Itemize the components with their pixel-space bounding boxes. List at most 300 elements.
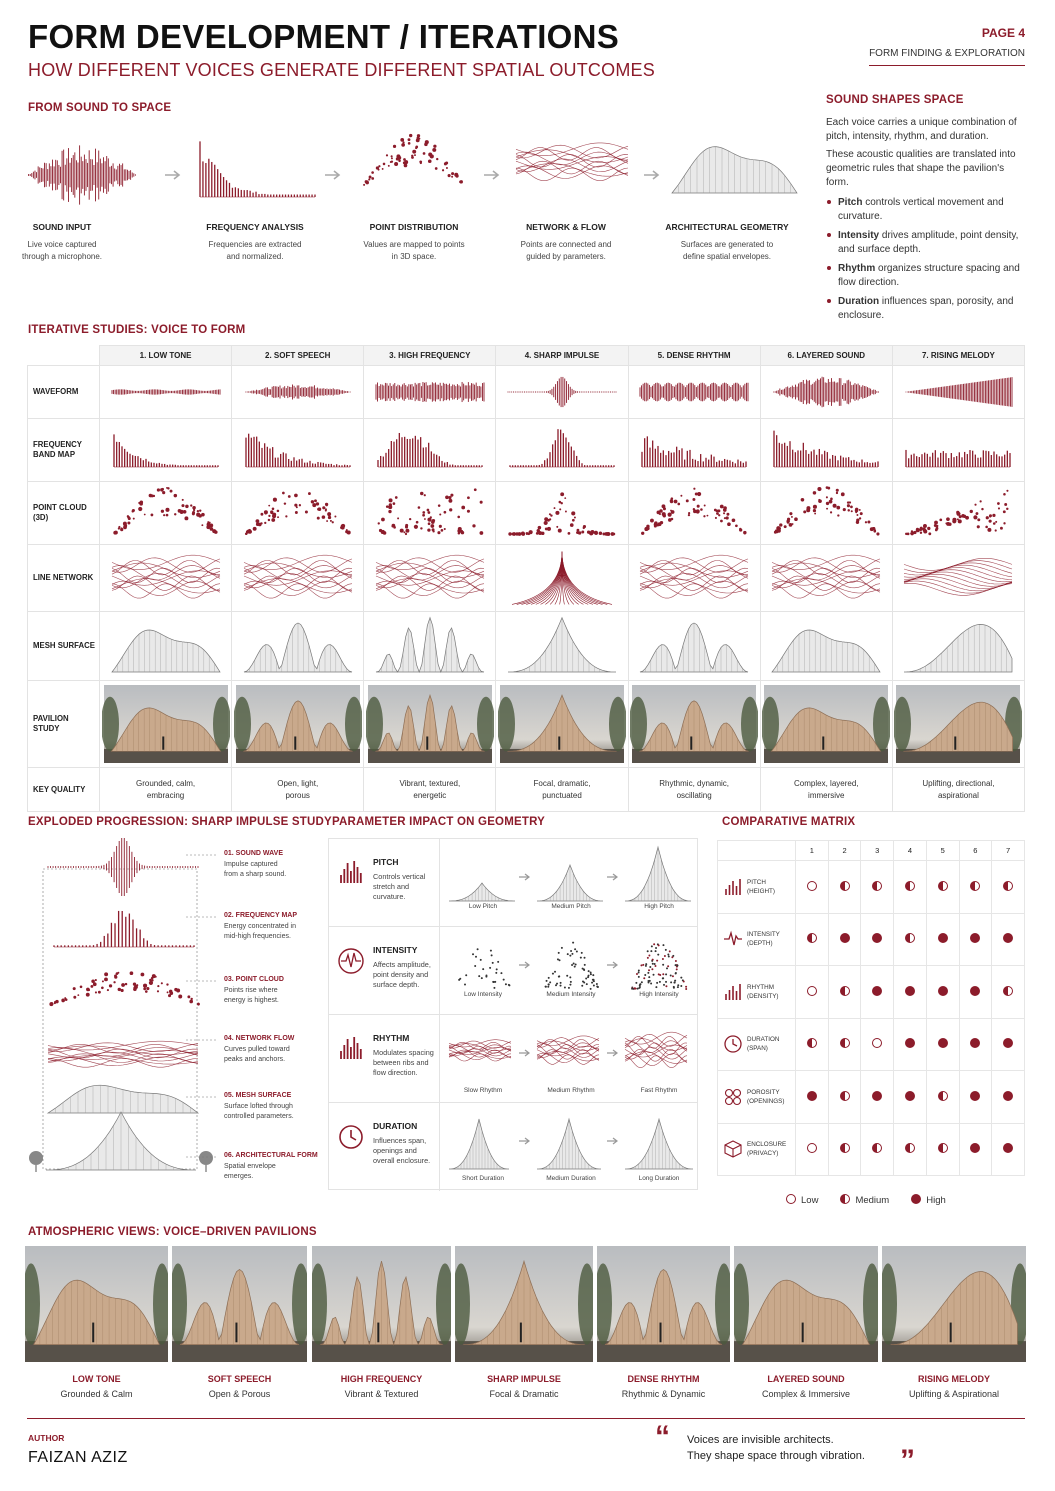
matrix-cell <box>796 1071 829 1124</box>
key-quality-line-1: Uplifting, directional, <box>922 778 995 788</box>
step-2 <box>185 222 325 263</box>
exploded-step <box>224 912 324 942</box>
parameter-title: PARAMETER IMPACT ON GEOMETRY <box>332 816 546 828</box>
exploded-form <box>46 1112 196 1170</box>
study-cell <box>100 545 232 612</box>
exploded-bars <box>54 911 194 947</box>
study-graphic <box>498 612 626 680</box>
parameter-graphic <box>441 927 697 1015</box>
parameter-graphic <box>441 839 697 927</box>
study-cell <box>496 366 628 419</box>
bullet-text: drives amplitude, point density, and surface depth. <box>838 230 1019 255</box>
study-graphic <box>762 419 890 481</box>
study-graphic <box>498 482 626 544</box>
matrix-cell <box>926 913 959 966</box>
study-cell <box>760 419 892 482</box>
study-cell <box>496 612 628 681</box>
matrix-cell <box>894 1123 927 1176</box>
footer-rule <box>27 1418 1025 1419</box>
shape-bullet <box>826 262 1026 290</box>
study-cell <box>628 612 760 681</box>
matrix-row-label <box>718 1018 796 1071</box>
study-cell <box>628 419 760 482</box>
exploded-wave <box>48 838 198 896</box>
level-high-icon <box>872 986 882 996</box>
quote-line-2: They shape space through vibration. <box>687 1450 865 1462</box>
study-cell <box>364 419 496 482</box>
matrix-cell <box>926 966 959 1019</box>
pavilion-image <box>455 1246 593 1362</box>
arrow-right-icon <box>607 1138 617 1144</box>
atmospheric-title: ATMOSPHERIC VIEWS: VOICE–DRIVEN PAVILIONS <box>28 1226 317 1238</box>
matrix-row-name: PITCH <box>747 878 766 886</box>
level-med-icon <box>840 986 850 996</box>
arrow-right-icon <box>165 171 179 179</box>
row-label <box>28 681 100 768</box>
matrix-legend <box>786 1194 968 1206</box>
sound-shapes-p2: These acoustic qualities are translated into geometric rules that shape the pavilion's form. <box>826 149 1016 188</box>
matrix-row-text <box>747 983 779 1001</box>
key-quality-line-2: aspirational <box>937 790 979 800</box>
parameter-desc-3: surface depth. <box>373 980 420 989</box>
matrix-cell <box>894 913 927 966</box>
study-cell <box>892 681 1024 768</box>
matrix-cell <box>828 966 861 1019</box>
matrix-cell <box>992 1123 1025 1176</box>
study-graphic <box>894 419 1022 481</box>
study-graphic <box>630 612 758 680</box>
parameter-desc-1: Affects amplitude, <box>373 960 431 969</box>
study-graphic <box>366 419 494 481</box>
network-flow-lines <box>516 143 628 181</box>
level-med-icon <box>1003 986 1013 996</box>
parameter-title: PITCH <box>373 857 399 867</box>
legend-item <box>911 1195 946 1206</box>
study-graphic <box>498 545 626 611</box>
level-high-icon <box>905 1091 915 1101</box>
atmospheric-sub: Uplifting & Aspirational <box>908 1389 1000 1399</box>
study-graphic <box>762 366 890 418</box>
comparative-matrix <box>717 840 1025 1176</box>
exploded-step <box>224 1092 324 1122</box>
step-title: SOUND INPUT <box>32 222 92 232</box>
bullet-dot-icon <box>827 200 831 204</box>
level-high-icon <box>905 1038 915 1048</box>
page-section: FORM FINDING & EXPLORATION <box>869 48 1025 66</box>
level-high-icon <box>938 1038 948 1048</box>
matrix-cell <box>861 966 894 1019</box>
parameter-divider <box>439 927 440 1015</box>
study-graphic <box>234 681 362 767</box>
pavilion-image <box>172 1246 307 1362</box>
study-graphic <box>366 612 494 680</box>
architectural-geometry-mesh <box>672 147 797 193</box>
step-desc-1: Values are mapped to points <box>363 240 465 249</box>
parameter-desc-2: point density and <box>373 970 429 979</box>
sound-shapes-title: SOUND SHAPES SPACE <box>826 94 964 106</box>
exploded-step-desc-1: Surface lofted through <box>224 1103 293 1110</box>
study-cell <box>100 681 232 768</box>
row-label-line-1: POINT CLOUD <box>33 503 87 512</box>
level-high-icon <box>807 1091 817 1101</box>
step-1 <box>0 222 132 263</box>
parameter-divider <box>439 1103 440 1191</box>
key-quality-line-1: Vibrant, textured, <box>399 778 461 788</box>
matrix-cell <box>992 913 1025 966</box>
bars-icon <box>723 982 743 1002</box>
level-high-icon <box>1003 933 1013 943</box>
bullet-dot-icon <box>827 233 831 237</box>
row-label-line-1: MESH SURFACE <box>33 641 95 650</box>
study-cell <box>232 612 364 681</box>
exploded-step-desc-2: mid-high frequencies. <box>224 933 291 940</box>
level-med-icon <box>840 1194 850 1204</box>
level-med-icon <box>872 1143 882 1153</box>
step-desc-2: and normalized. <box>226 252 284 261</box>
level-med-icon <box>840 1143 850 1153</box>
bullet-text: influences span, porosity, and enclosure. <box>838 296 1014 321</box>
iterative-table <box>27 345 1025 812</box>
level-med-icon <box>840 1038 850 1048</box>
parameter-desc-1: Modulates spacing <box>373 1048 434 1057</box>
parameter-desc-2: between ribs and <box>373 1058 429 1067</box>
clock-icon <box>723 1034 743 1054</box>
level-med-icon <box>840 1091 850 1101</box>
bars-icon <box>723 877 743 897</box>
matrix-corner <box>718 841 796 861</box>
atmospheric-sub: Rhythmic & Dynamic <box>621 1389 706 1399</box>
matrix-col-header: 7 <box>992 841 1025 861</box>
exploded-step-desc-1: Spatial envelope <box>224 1163 276 1170</box>
parameter-row <box>329 839 697 927</box>
parameter-text <box>373 1033 437 1078</box>
row-label-line-1: FREQUENCY <box>33 440 82 449</box>
matrix-cell <box>959 1123 992 1176</box>
frequency-analysis-bars <box>200 141 315 197</box>
bullet-dot-icon <box>827 266 831 270</box>
pavilion-image <box>734 1246 878 1362</box>
study-cell <box>892 419 1024 482</box>
level-high-icon <box>970 933 980 943</box>
exploded-step-title: 02. FREQUENCY MAP <box>224 912 297 919</box>
column-header: 6. LAYERED SOUND <box>760 346 892 366</box>
pulse-icon <box>723 929 743 949</box>
matrix-cell <box>926 1123 959 1176</box>
row-label-line-1: WAVEFORM <box>33 387 79 396</box>
arrow-right-icon <box>519 874 529 880</box>
study-graphic <box>762 482 890 544</box>
quote-close-icon: ” <box>900 1444 915 1477</box>
level-med-icon <box>905 1143 915 1153</box>
parameter-desc-1: Controls vertical <box>373 872 426 881</box>
level-high-icon <box>1003 1091 1013 1101</box>
bars-icon <box>337 859 365 887</box>
atmospheric-label: LAYERED SOUND <box>767 1374 845 1384</box>
study-cell <box>232 366 364 419</box>
key-quality-line-2: embracing <box>146 790 185 800</box>
matrix-row-text <box>747 930 780 948</box>
study-graphic <box>762 612 890 680</box>
level-high-icon <box>938 933 948 943</box>
bullet-key: Rhythm <box>838 263 876 274</box>
study-cell <box>892 366 1024 419</box>
matrix-cell <box>828 913 861 966</box>
matrix-cell <box>959 913 992 966</box>
sound-to-space-title: FROM SOUND TO SPACE <box>28 102 172 114</box>
shape-bullet <box>826 229 1026 257</box>
parameter-caption: Short Duration <box>462 1175 504 1182</box>
matrix-row-text <box>747 1088 784 1106</box>
parameter-row <box>329 1015 697 1103</box>
matrix-cell <box>992 1071 1025 1124</box>
step-title: POINT DISTRIBUTION <box>369 222 459 232</box>
matrix-row-name: ENCLOSURE <box>747 1141 787 1149</box>
column-header: 1. LOW TONE <box>100 346 232 366</box>
matrix-cell <box>861 913 894 966</box>
matrix-cell <box>894 966 927 1019</box>
atmospheric-label: SHARP IMPULSE <box>487 1374 561 1384</box>
shape-bullet <box>826 196 1026 224</box>
clock-icon <box>337 1123 365 1151</box>
study-graphic <box>366 681 494 767</box>
matrix-col-header: 5 <box>926 841 959 861</box>
study-cell <box>760 612 892 681</box>
matrix-cell <box>861 1018 894 1071</box>
key-quality-cell <box>100 768 232 812</box>
level-med-icon <box>970 881 980 891</box>
parameter-caption: Low Pitch <box>468 903 498 910</box>
row-label-line-1: PAVILION <box>33 714 69 723</box>
atmospheric-sub: Focal & Dramatic <box>489 1389 559 1399</box>
atmospheric-view <box>597 1246 730 1399</box>
row-label-line-2: (3D) <box>33 513 49 522</box>
matrix-cell <box>959 1071 992 1124</box>
study-cell <box>232 681 364 768</box>
study-graphic <box>234 366 362 418</box>
parameter-title: INTENSITY <box>373 945 418 955</box>
atmospheric-view <box>734 1246 878 1399</box>
matrix-row-name: INTENSITY <box>747 931 780 939</box>
exploded-step-title: 05. MESH SURFACE <box>224 1092 292 1099</box>
exploded-step-desc-2: energy is highest. <box>224 997 279 1004</box>
key-quality-line-2: punctuated <box>542 790 582 800</box>
key-quality-line-2: immersive <box>808 790 845 800</box>
key-quality-line-1: Focal, dramatic, <box>533 778 591 788</box>
atmospheric-label: DENSE RHYTHM <box>627 1374 700 1384</box>
arrow-right-icon <box>484 171 498 179</box>
key-quality-line-1: Open, light, <box>277 778 319 788</box>
exploded-step-desc-2: peaks and anchors. <box>224 1056 286 1063</box>
study-cell <box>496 482 628 545</box>
study-graphic <box>894 681 1022 767</box>
key-quality-cell <box>892 768 1024 812</box>
bullet-key: Duration <box>838 296 880 307</box>
study-cell <box>232 419 364 482</box>
matrix-row-name: DURATION <box>747 1036 780 1044</box>
atmospheric-sub: Open & Porous <box>208 1389 271 1399</box>
row-label <box>28 612 100 681</box>
level-high-icon <box>970 986 980 996</box>
exploded-step <box>224 1152 324 1182</box>
study-cell <box>364 545 496 612</box>
atmospheric-sub: Complex & Immersive <box>761 1389 851 1399</box>
step-title: ARCHITECTURAL GEOMETRY <box>665 222 789 232</box>
level-med-icon <box>1003 881 1013 891</box>
level-low-icon <box>807 1143 817 1153</box>
exploded-mesh <box>48 1085 198 1113</box>
study-cell <box>364 612 496 681</box>
exploded-step-desc-1: Impulse captured <box>224 861 278 868</box>
key-quality-line-2: energetic <box>413 790 447 800</box>
study-graphic <box>234 419 362 481</box>
level-high-icon <box>970 1143 980 1153</box>
key-quality-line-1: Complex, layered, <box>794 778 859 788</box>
matrix-cell <box>894 1071 927 1124</box>
matrix-cell <box>796 1018 829 1071</box>
level-high-icon <box>970 1038 980 1048</box>
iterative-title: ITERATIVE STUDIES: VOICE TO FORM <box>28 324 246 336</box>
matrix-row-sub: (OPENINGS) <box>747 1097 785 1105</box>
row-label <box>28 419 100 482</box>
level-high-icon <box>970 1091 980 1101</box>
parameter-caption: High Pitch <box>644 903 674 910</box>
exploded-step-desc-1: Points rise where <box>224 987 278 994</box>
study-cell <box>892 545 1024 612</box>
study-graphic <box>498 366 626 418</box>
parameter-caption: Low Intensity <box>464 991 502 998</box>
exploded-cloud <box>49 971 200 1006</box>
legend-item <box>786 1195 818 1206</box>
step-desc-2: define spatial envelopes. <box>682 252 772 261</box>
parameter-desc-3: overall enclosure. <box>373 1156 431 1165</box>
study-cell <box>760 366 892 419</box>
study-graphic <box>366 482 494 544</box>
legend-label: High <box>926 1195 946 1206</box>
pavilion-image <box>597 1246 730 1362</box>
key-quality-line-1: Grounded, calm, <box>136 778 196 788</box>
study-cell <box>628 545 760 612</box>
exploded-step-desc-1: Energy concentrated in <box>224 923 296 930</box>
study-graphic <box>762 545 890 611</box>
parameter-caption: Medium Duration <box>546 1175 596 1182</box>
level-high-icon <box>1003 1038 1013 1048</box>
level-high-icon <box>840 933 850 943</box>
matrix-row-label <box>718 913 796 966</box>
exploded-step <box>224 850 324 880</box>
bullet-key: Pitch <box>838 197 863 208</box>
matrix-row-sub: (PRIVACY) <box>747 1150 779 1158</box>
study-cell <box>760 482 892 545</box>
step-title: FREQUENCY ANALYSIS <box>206 222 304 232</box>
sound-shapes-p1: Each voice carries a unique combination of pitch, intensity, rhythm, and duration. <box>826 117 1017 142</box>
parameter-caption: High Intensity <box>639 991 679 998</box>
arrow-right-icon <box>325 171 339 179</box>
parameter-caption: Slow Rhythm <box>463 1087 503 1094</box>
key-quality-label: KEY QUALITY <box>28 768 100 812</box>
level-med-icon <box>807 1038 817 1048</box>
matrix-row-label <box>718 861 796 914</box>
step-desc-1: Surfaces are generated to <box>680 240 774 249</box>
parameter-row <box>329 927 697 1015</box>
study-cell <box>496 545 628 612</box>
parameter-caption: Medium Intensity <box>546 991 596 998</box>
shape-bullet <box>826 295 1026 323</box>
quote-open-icon: “ <box>655 1420 670 1453</box>
exploded-step-title: 06. ARCHITECTURAL FORM <box>224 1152 318 1159</box>
cube-icon <box>723 1139 743 1159</box>
matrix-row-sub: (SPAN) <box>747 1045 768 1053</box>
study-cell <box>100 482 232 545</box>
legend-label: Low <box>801 1195 819 1206</box>
parameter-caption: Fast Rhythm <box>640 1087 678 1094</box>
matrix-cell <box>796 966 829 1019</box>
matrix-row-name: POROSITY <box>747 1088 780 1096</box>
exploded-step-desc-1: Curves pulled toward <box>224 1046 290 1053</box>
matrix-row-text <box>747 1035 779 1053</box>
matrix-cell <box>992 861 1025 914</box>
study-graphic <box>102 681 230 767</box>
exploded-lines <box>48 1041 198 1067</box>
parameter-desc-3: curvature. <box>373 892 406 901</box>
quote-line-1: Voices are invisible architects. <box>687 1434 834 1446</box>
page-title: FORM DEVELOPMENT / ITERATIONS <box>28 18 620 55</box>
column-header: 5. DENSE RHYTHM <box>628 346 760 366</box>
study-graphic <box>630 545 758 611</box>
column-header: 3. HIGH FREQUENCY <box>364 346 496 366</box>
author-name: FAIZAN AZIZ <box>28 1449 128 1466</box>
matrix-row-sub: (DENSITY) <box>747 992 779 1000</box>
matrix-cell <box>959 861 992 914</box>
study-graphic <box>630 482 758 544</box>
atmospheric-sub: Grounded & Calm <box>60 1389 133 1399</box>
column-header: 4. SHARP IMPULSE <box>496 346 628 366</box>
parameter-panel <box>328 838 698 1190</box>
study-cell <box>232 545 364 612</box>
column-header: 7. RISING MELODY <box>892 346 1024 366</box>
step-title: NETWORK & FLOW <box>526 222 606 232</box>
study-graphic <box>102 366 230 418</box>
study-cell <box>496 681 628 768</box>
parameter-row <box>329 1103 697 1191</box>
level-high-icon <box>938 986 948 996</box>
bullet-text: organizes structure spacing and flow direction. <box>838 263 1020 288</box>
matrix-row-label <box>718 1123 796 1176</box>
atmospheric-view <box>882 1246 1026 1399</box>
study-cell <box>628 482 760 545</box>
legend-label: Medium <box>855 1195 890 1206</box>
study-graphic <box>762 681 890 767</box>
row-label <box>28 545 100 612</box>
level-low-icon <box>872 1038 882 1048</box>
row-label <box>28 366 100 419</box>
level-med-icon <box>938 1143 948 1153</box>
parameter-caption: Medium Pitch <box>551 903 591 910</box>
level-high-icon <box>911 1194 921 1204</box>
parameter-divider <box>439 839 440 927</box>
sound-shapes-panel <box>826 94 1026 328</box>
column-header: 2. SOFT SPEECH <box>232 346 364 366</box>
atmospheric-label: LOW TONE <box>72 1374 121 1384</box>
level-med-icon <box>840 881 850 891</box>
parameter-text <box>373 945 437 990</box>
step-desc-2: through a microphone. <box>21 252 103 261</box>
circles-icon <box>723 1087 743 1107</box>
atmospheric-view <box>25 1246 168 1399</box>
matrix-row-sub: (DEPTH) <box>747 940 773 948</box>
quote <box>687 1432 865 1464</box>
key-quality-line-1: Rhythmic, dynamic, <box>659 778 730 788</box>
matrix-cell <box>926 1071 959 1124</box>
